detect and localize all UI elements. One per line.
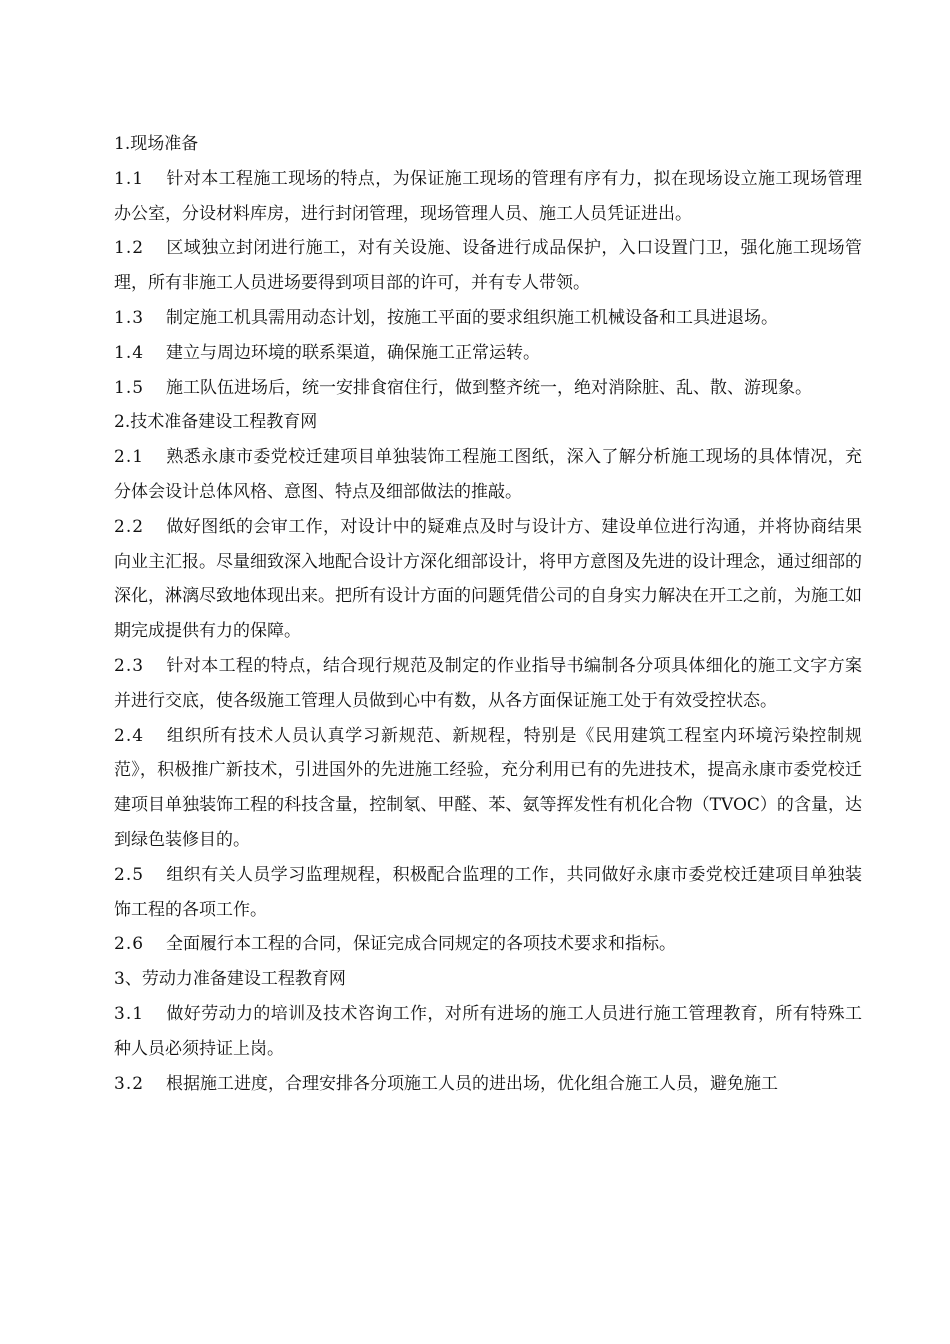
paragraph-text: 组织所有技术人员认真学习新规范、新规程，特别是《民用建筑工程室内环境污染控制规范》，积极推广新技术，引进国外的先进施工经验，充分利用已有的先进技术，提高永康市委党校迁建项目单独装饰工程的科技含量，控制氡、甲醛、苯、氨等挥发性有机化合物（TVOC）的含量，达到绿色装修目的。 (114, 725, 862, 850)
paragraph-1-3 (114, 301, 862, 336)
paragraph-2-1 (114, 440, 862, 510)
section-heading-1 (114, 127, 862, 162)
paragraph-2-6 (114, 927, 862, 962)
paragraph-number: 2.2 (114, 516, 145, 537)
paragraph-number: 2.1 (114, 447, 145, 468)
paragraph-1-2 (114, 231, 862, 301)
paragraph-1-4 (114, 336, 862, 371)
paragraph-2-4 (114, 719, 862, 858)
paragraph-text: 建立与周边环境的联系渠道，确保施工正常运转。 (166, 342, 540, 363)
section-heading-2 (114, 405, 862, 440)
paragraph-text: 组织有关人员学习监理规程，积极配合监理的工作，共同做好永康市委党校迁建项目单独装饰工程的各项工作。 (114, 864, 862, 920)
paragraph-text: 针对本工程的特点，结合现行规范及制定的作业指导书编制各分项具体细化的施工文字方案并进行交底，使各级施工管理人员做到心中有数，从各方面保证施工处于有效受控状态。 (114, 655, 862, 711)
paragraph-text: 施工队伍进场后，统一安排食宿住行，做到整齐统一，绝对消除脏、乱、散、游现象。 (166, 377, 812, 398)
paragraph-text: 根据施工进度，合理安排各分项施工人员的进出场，优化组合施工人员，避免施工 (166, 1073, 778, 1094)
paragraph-number: 2.4 (114, 725, 145, 746)
paragraph-text: 制定施工机具需用动态计划，按施工平面的要求组织施工机械设备和工具进退场。 (166, 307, 778, 328)
paragraph-text: 针对本工程施工现场的特点，为保证施工现场的管理有序有力，拟在现场设立施工现场管理办公室，分设材料库房，进行封闭管理，现场管理人员、施工人员凭证进出。 (114, 168, 862, 224)
paragraph-1-1 (114, 162, 862, 232)
paragraph-number: 1.4 (114, 342, 145, 363)
document-page (114, 127, 862, 1101)
paragraph-text: 全面履行本工程的合同，保证完成合同规定的各项技术要求和指标。 (166, 934, 676, 955)
paragraph-number: 2.3 (114, 655, 145, 676)
paragraph-text: 熟悉永康市委党校迁建项目单独装饰工程施工图纸，深入了解分析施工现场的具体情况，充分体会设计总体风格、意图、特点及细部做法的推敲。 (114, 447, 862, 502)
paragraph-text: 做好劳动力的培训及技术咨询工作，对所有进场的施工人员进行施工管理教育，所有特殊工种人员必须持证上岗。 (114, 1003, 862, 1059)
paragraph-text: 区域独立封闭进行施工，对有关设施、设备进行成品保护，入口设置门卫，强化施工现场管理，所有非施工人员进场要得到项目部的许可，并有专人带领。 (114, 238, 862, 294)
paragraph-3-1 (114, 997, 862, 1067)
paragraph-number: 2.5 (114, 864, 145, 885)
paragraph-2-3 (114, 649, 862, 719)
paragraph-number: 2.6 (114, 934, 145, 955)
paragraph-number: 1.1 (114, 168, 145, 189)
paragraph-text: 3、劳动力准备建设工程教育网 (114, 969, 346, 990)
paragraph-1-5 (114, 371, 862, 406)
paragraph-number: 1.5 (114, 377, 145, 398)
paragraph-text: 2.技术准备建设工程教育网 (114, 412, 318, 433)
paragraph-2-5 (114, 858, 862, 928)
paragraph-text: 做好图纸的会审工作，对设计中的疑难点及时与设计方、建设单位进行沟通，并将协商结果向业主汇报。尽量细致深入地配合设计方深化细部设计，将甲方意图及先进的设计理念，通过细部的深化，淋漓尽致地体现出来。把所有设计方面的问题凭借公司的自身实力解决在开工之前，为施工如期完成提供有力的保障。 (114, 516, 862, 642)
paragraph-number: 3.2 (114, 1073, 145, 1094)
paragraph-number: 3.1 (114, 1003, 145, 1024)
paragraph-number: 1.3 (114, 307, 145, 328)
paragraph-3-2 (114, 1067, 862, 1102)
paragraph-text: 1.现场准备 (114, 134, 199, 154)
section-heading-3 (114, 962, 862, 997)
paragraph-2-2 (114, 510, 862, 649)
paragraph-number: 1.2 (114, 238, 145, 259)
